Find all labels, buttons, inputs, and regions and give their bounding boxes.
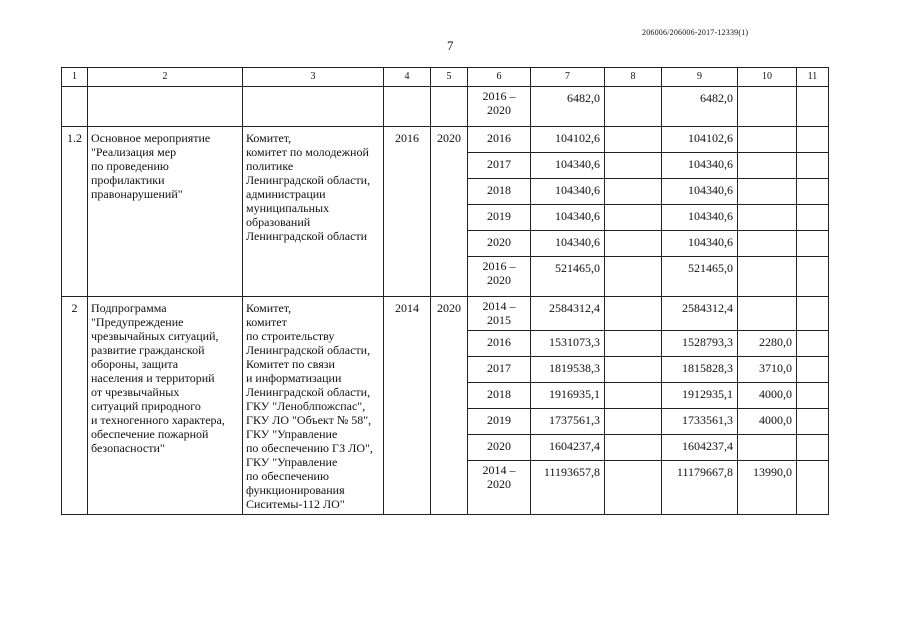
cell-empty — [797, 205, 829, 231]
header-cell: 4 — [384, 68, 431, 87]
cell-empty — [605, 435, 662, 461]
budget-table — [61, 67, 829, 515]
cell-empty — [431, 87, 468, 127]
cell-period: 2016 – 2020 — [468, 257, 531, 297]
cell-col10 — [738, 297, 797, 331]
cell-period: 2014 – 2020 — [468, 461, 531, 515]
cell-total: 104340,6 — [531, 153, 605, 179]
cell-col9: 104340,6 — [662, 231, 738, 257]
cell-empty — [605, 461, 662, 515]
cell-col9: 521465,0 — [662, 257, 738, 297]
cell-col10: 2280,0 — [738, 331, 797, 357]
header-cell: 8 — [605, 68, 662, 87]
cell-period: 2016 — [468, 127, 531, 153]
cell-empty — [605, 297, 662, 331]
cell-empty — [605, 87, 662, 127]
cell-empty — [738, 205, 797, 231]
cell-col9: 1604237,4 — [662, 435, 738, 461]
cell-empty — [605, 179, 662, 205]
cell-col9: 11179667,8 — [662, 461, 738, 515]
cell-col10 — [738, 435, 797, 461]
cell-empty — [797, 383, 829, 409]
cell-empty — [797, 179, 829, 205]
header-row — [62, 68, 829, 87]
cell-empty — [605, 331, 662, 357]
cell-empty — [605, 127, 662, 153]
cell-empty — [738, 179, 797, 205]
header-cell: 6 — [468, 68, 531, 87]
cell-empty — [605, 383, 662, 409]
cell-empty — [797, 409, 829, 435]
header-cell: 11 — [797, 68, 829, 87]
cell-empty — [605, 205, 662, 231]
cell-empty — [605, 409, 662, 435]
cell-col9: 2584312,4 — [662, 297, 738, 331]
cell-empty — [797, 357, 829, 383]
cell-empty — [605, 153, 662, 179]
cell-empty — [797, 435, 829, 461]
cell-col9: 1733561,3 — [662, 409, 738, 435]
cell-period: 2019 — [468, 205, 531, 231]
page-number: 7 — [447, 38, 454, 53]
cell-col10: 3710,0 — [738, 357, 797, 383]
cell-total: 2584312,4 — [531, 297, 605, 331]
cell-empty — [797, 153, 829, 179]
cell-empty — [797, 87, 829, 127]
cell-col9: 1912935,1 — [662, 383, 738, 409]
cell-total: 11193657,8 — [531, 461, 605, 515]
cell-empty — [797, 297, 829, 331]
cell-end-year: 2020 — [431, 297, 468, 515]
cell-col9: 1528793,3 — [662, 331, 738, 357]
table-row — [62, 297, 829, 331]
cell-item-name: Основное мероприятие "Реализация мер по проведению профилактики правонарушений" — [88, 127, 243, 297]
cell-empty — [738, 153, 797, 179]
cell-total: 104340,6 — [531, 205, 605, 231]
cell-total: 1737561,3 — [531, 409, 605, 435]
header-cell: 5 — [431, 68, 468, 87]
cell-executor: Комитет, комитет по молодежной политике Ленинградской области, администрации муниципальных образований Ленинградской области — [243, 127, 384, 297]
header-cell: 7 — [531, 68, 605, 87]
cell-empty — [797, 231, 829, 257]
header-cell: 2 — [88, 68, 243, 87]
cell-total: 1531073,3 — [531, 331, 605, 357]
cell-empty — [605, 257, 662, 297]
cell-empty — [797, 331, 829, 357]
cell-empty — [62, 87, 88, 127]
cell-period: 2014 – 2015 — [468, 297, 531, 331]
cell-col9: 104340,6 — [662, 179, 738, 205]
cell-col9: 1815828,3 — [662, 357, 738, 383]
cell-period: 2020 — [468, 231, 531, 257]
cell-empty — [797, 127, 829, 153]
table-row — [62, 127, 829, 153]
cell-end-year: 2020 — [431, 127, 468, 297]
header-cell: 3 — [243, 68, 384, 87]
cell-total: 104340,6 — [531, 179, 605, 205]
cell-total: 1916935,1 — [531, 383, 605, 409]
cell-empty — [88, 87, 243, 127]
cell-empty — [797, 257, 829, 297]
document-id: 206006/206006-2017-12339(1) — [642, 28, 749, 37]
cell-col9: 104340,6 — [662, 205, 738, 231]
cell-col9: 104102,6 — [662, 127, 738, 153]
header-cell: 1 — [62, 68, 88, 87]
cell-col10: 4000,0 — [738, 409, 797, 435]
cell-total: 1819538,3 — [531, 357, 605, 383]
cell-start-year: 2014 — [384, 297, 431, 515]
cell-period: 2017 — [468, 357, 531, 383]
cell-empty — [797, 461, 829, 515]
cell-item-name: Подпрограмма "Предупреждение чрезвычайных ситуаций, развитие гражданской обороны, защита населения и территорий от чрезвычайных ситуаций природного и техногенного характера, обеспечение пожарной безопасности" — [88, 297, 243, 515]
cell-period: 2017 — [468, 153, 531, 179]
cell-empty — [243, 87, 384, 127]
cell-empty — [605, 357, 662, 383]
cell-period: 2018 — [468, 383, 531, 409]
cell-total: 104340,6 — [531, 231, 605, 257]
cell-empty — [738, 257, 797, 297]
cell-total: 6482,0 — [531, 87, 605, 127]
cell-total: 521465,0 — [531, 257, 605, 297]
cell-start-year: 2016 — [384, 127, 431, 297]
header-cell: 10 — [738, 68, 797, 87]
cell-total: 104102,6 — [531, 127, 605, 153]
header-cell: 9 — [662, 68, 738, 87]
cell-empty — [738, 87, 797, 127]
table-row — [62, 87, 829, 127]
cell-empty — [384, 87, 431, 127]
cell-period: 2020 — [468, 435, 531, 461]
cell-col9: 6482,0 — [662, 87, 738, 127]
cell-empty — [605, 231, 662, 257]
cell-empty — [738, 231, 797, 257]
cell-total: 1604237,4 — [531, 435, 605, 461]
cell-period: 2019 — [468, 409, 531, 435]
cell-item-number: 1.2 — [62, 127, 88, 297]
cell-executor: Комитет, комитет по строительству Ленинградской области, Комитет по связи и информатизации Ленинградской области, ГКУ "Леноблпожспас", ГКУ ЛО "Объект № 58", ГКУ "Управление по обеспечению ГЗ ЛО", ГКУ "Управление по обеспечению функционирования Сиситемы-112 ЛО" — [243, 297, 384, 515]
cell-period: 2018 — [468, 179, 531, 205]
cell-col9: 104340,6 — [662, 153, 738, 179]
cell-period: 2016 – 2020 — [468, 87, 531, 127]
cell-empty — [738, 127, 797, 153]
cell-item-number: 2 — [62, 297, 88, 515]
cell-col10: 4000,0 — [738, 383, 797, 409]
cell-period: 2016 — [468, 331, 531, 357]
cell-col10: 13990,0 — [738, 461, 797, 515]
